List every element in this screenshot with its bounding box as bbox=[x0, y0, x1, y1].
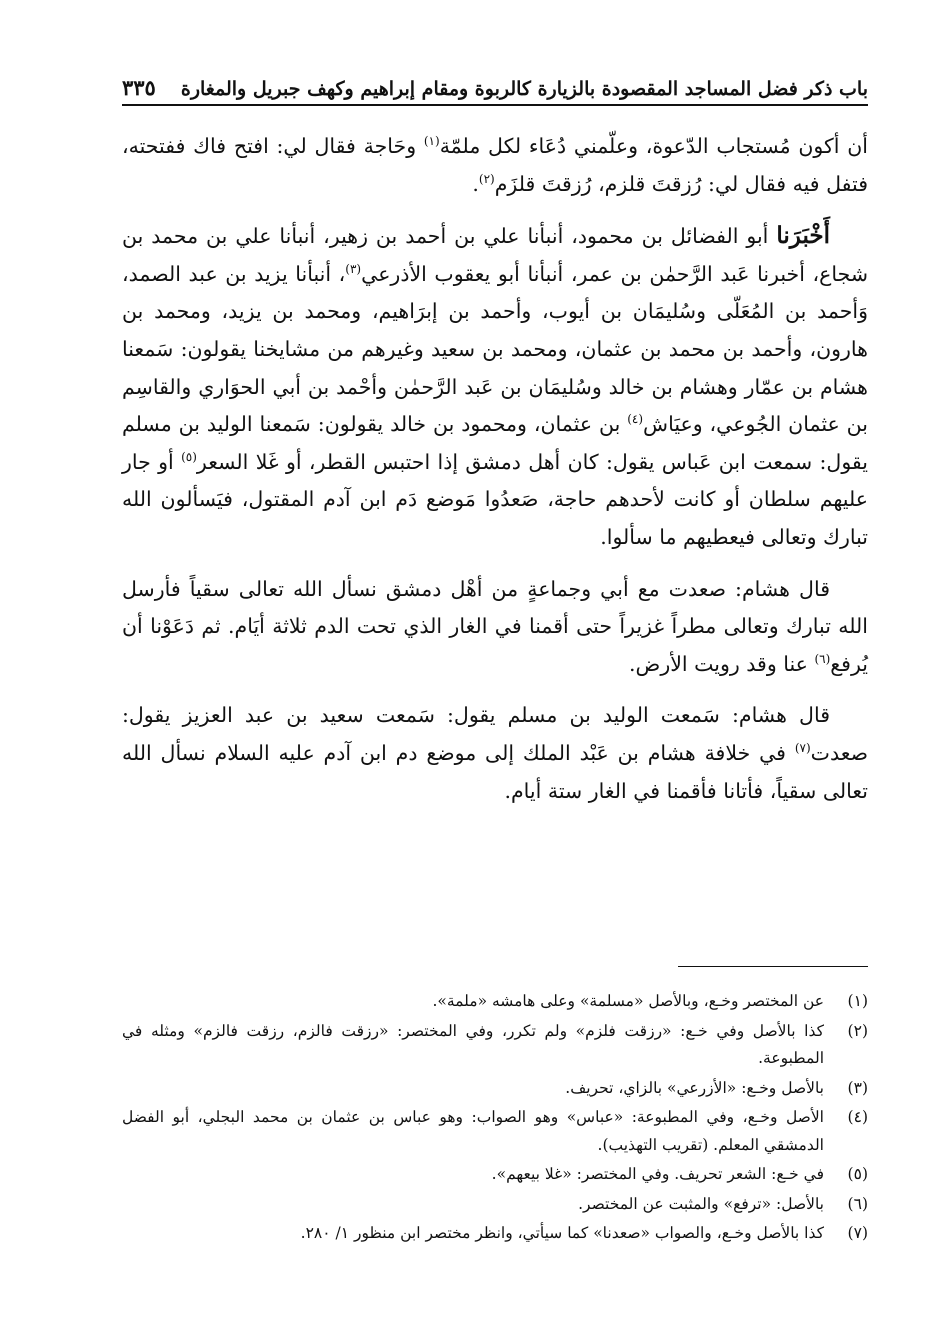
footnote bbox=[122, 988, 868, 1016]
footnote-number: (٢) bbox=[847, 1021, 868, 1040]
text-run: عنا وقد رويت الأرض. bbox=[629, 651, 815, 676]
footnote bbox=[122, 1018, 868, 1073]
footnote-ref[interactable]: (٣) bbox=[345, 261, 362, 276]
text-run: أبو الفضائل بن محمود، أنبأنا علي بن أحمد بن زهير، أنبأنا علي بن محمد بن شجاع، أخبرنا عَبد الرَّحمٰن بن عمر، أنبأنا أبو يعقوب الأذرعي bbox=[122, 224, 868, 286]
footnote-number: (٤) bbox=[847, 1108, 868, 1126]
paragraph bbox=[122, 128, 868, 203]
footnote bbox=[122, 1075, 868, 1103]
running-head: باب ذكر فضل المساجد المقصودة بالزيارة كالربوة ومقام إبراهيم وكهف جبريل والمغارة bbox=[180, 78, 868, 100]
main-text bbox=[122, 128, 868, 824]
footnote-text: في خـع: الشعر تحريف. وفي المختصر: «غلا بيعهم». bbox=[491, 1165, 824, 1183]
text-run: بن عثمان، ومحمود بن خالد يقولون: سَمعنا الوليد بن مسلم يقول: سمعت ابن عَباس يقول: كان أهل دمشق إذا احتبس القطر، أو غَلا السعر bbox=[122, 412, 868, 474]
footnote-text: الأصل وخـع، وفي المطبوعة: «عباس» وهو الصواب: وهو عباس بن عثمان بن محمد البجلي، أبو الفضل الدمشقي المعلم. (تقريب التهذيب). bbox=[122, 1108, 824, 1154]
page-header bbox=[122, 62, 868, 106]
footnote bbox=[122, 1220, 868, 1248]
footnote bbox=[122, 1104, 868, 1159]
footnotes bbox=[122, 988, 868, 1250]
footnote-number: (١) bbox=[847, 992, 868, 1010]
text-run: ، أنبأنا يزيد بن عبد الصمد، وَأحمد بن المُعَلّى وسُليمَان بن أيوب، وأحمد بن إبرَاهيم، ومحمد بن يزيد، ومحمد بن هارون، وأحمد بن محمد بن عثمان، ومحمد بن سعيد وغيرهم من مشايخنا يقولون: سَمعنا هشام بن عمّار وهشام بن خالد وسُليمَان بن عَبد الرَّحمٰن وأحْمد بن أبي الحوَاري والقاسِم بن عثمان الجُوعي، وعيَاش bbox=[122, 261, 868, 437]
footnote-text: عن المختصر وخـع، وبالأصل «مسلمة» وعلى هامشه «ملمة». bbox=[432, 992, 824, 1010]
footnote-ref[interactable]: (٢) bbox=[478, 171, 495, 186]
footnote-separator bbox=[678, 966, 868, 967]
footnote-ref[interactable]: (٥) bbox=[181, 449, 197, 464]
footnote-number: (٧) bbox=[847, 1224, 868, 1242]
footnote bbox=[122, 1191, 868, 1219]
footnote-text: بالأصل وخـع: «الأزرعي» بالزاي، تحريف. bbox=[565, 1078, 824, 1097]
text-run: قال هشام: سَمعت الوليد بن مسلم يقول: سَمعت سعيد بن عبد العزيز يقول: صعدت bbox=[122, 703, 868, 765]
paragraph bbox=[122, 217, 868, 556]
footnote-ref[interactable]: (٧) bbox=[794, 741, 811, 756]
paragraph bbox=[122, 697, 868, 810]
footnote-text: بالأصل: «ترفع» والمثبت عن المختصر. bbox=[578, 1194, 824, 1213]
text-run: أن أكون مُستجاب الدّعوة، وعلّمني دُعَاء لكل ملمّة bbox=[439, 134, 868, 158]
text-run: وحَاجة فقال لي: افتح فاك ففتحته، فتفل فيه فقال لي: رُزقتَ قلزم، رُزقتَ قلزَم bbox=[122, 134, 868, 196]
footnote-ref[interactable]: (٤) bbox=[627, 412, 644, 427]
text-run: أو جار عليهم سلطان أو كانت لأحدهم حاجة، صَعدُوا مَوضع دَم ابن آدم المقتول، فيَسألون الله تبارك وتعالى فيعطيهم ما سألوا. bbox=[122, 449, 868, 549]
footnote-number: (٦) bbox=[847, 1194, 868, 1213]
text-run: في خلافة هشام بن عَبْد الملك إلى موضع دم ابن آدم عليه السلام نسأل الله تعالى سقياً، فأتانا فأقمنا في الغار ستة أيام. bbox=[122, 740, 868, 803]
footnote-text: كذا بالأصل وفي خـع: «رزقت فلزم» ولم تكرر، وفي المختصر: «رزقت فالزم، رزقت فالزم» ومثله في المطبوعة. bbox=[122, 1021, 824, 1067]
paragraph bbox=[122, 571, 868, 684]
text-run: . bbox=[472, 171, 479, 196]
paragraph-lead-word: أَخْبَرَنا bbox=[776, 222, 830, 250]
footnote-number: (٣) bbox=[847, 1078, 868, 1097]
text-run: قال هشام: صعدت مع أبي وجماعةٍ من أهْل دمشق نسأل الله تعالى سقياً فأرسل الله تبارك وتعالى مطراً غزيراً حتى أقمنا في الغار الذي تحت الدم ثلاثة أيَام. ثم دَعَوْنا أن يُرفع bbox=[122, 576, 868, 676]
footnote-text: كذا بالأصل وخـع، والصواب «صعدنا» كما سيأتي، وانظر مختصر ابن منظور ١/ ٢٨٠. bbox=[300, 1224, 824, 1242]
page-number: ٣٣٥ bbox=[122, 75, 156, 100]
footnote bbox=[122, 1161, 868, 1189]
footnote-ref[interactable]: (٦) bbox=[814, 651, 831, 666]
footnote-number: (٥) bbox=[847, 1165, 868, 1183]
footnote-ref[interactable]: (١) bbox=[423, 134, 440, 149]
